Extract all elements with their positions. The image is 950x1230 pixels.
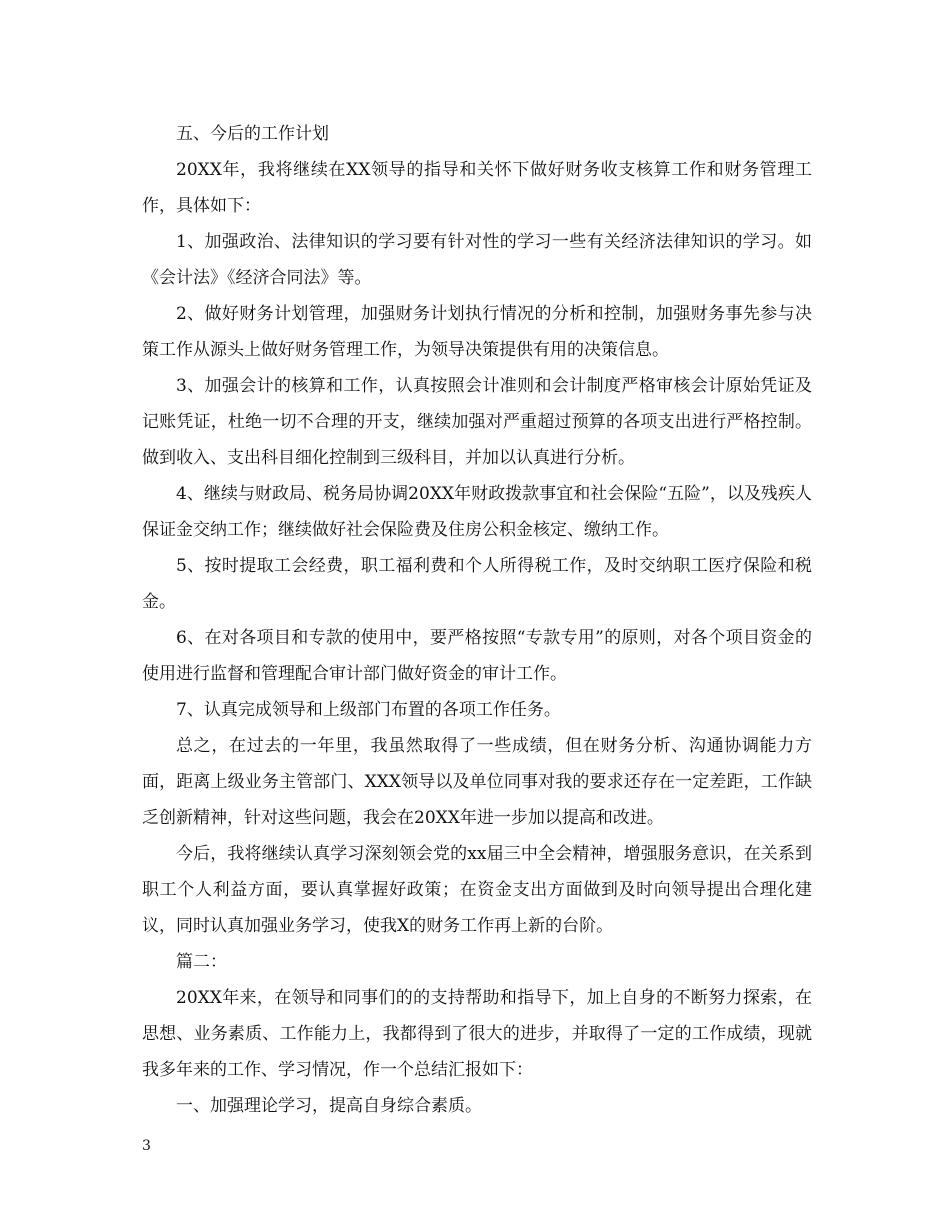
section-heading-theory-study: 一、加强理论学习，提高自身综合素质。 bbox=[176, 1096, 482, 1116]
paragraph-summary: 总之，在过去的一年里，我虽然取得了一些成绩，但在财务分析、沟通协调能力方面，距离上级业务主管部门、XXX领导以及单位同事对我的要求还存在一定差距，工作缺乏创新精神，针对这些问题，我会在20XX年进一步加以提高和改进。 bbox=[142, 736, 812, 828]
document-body bbox=[142, 116, 812, 1124]
section-heading-work-plan: 五、今后的工作计划 bbox=[176, 124, 329, 144]
paragraph-part-two-intro: 20XX年来，在领导和同事们的的支持帮助和指导下，加上自身的不断努力探索，在思想、业务素质、工作能力上，我都得到了很大的进步，并取得了一定的工作成绩，现就我多年来的工作、学习情况，作一个总结汇报如下： bbox=[142, 988, 812, 1080]
list-item-5: 5、按时提取工会经费，职工福利费和个人所得税工作，及时交纳职工医疗保险和税金。 bbox=[142, 556, 812, 612]
list-item-3: 3、加强会计的核算和工作，认真按照会计准则和会计制度严格审核会计原始凭证及记账凭证，杜绝一切不合理的开支，继续加强对严重超过预算的各项支出进行严格控制。做到收入、支出科目细化控制到三级科目，并加以认真进行分析。 bbox=[142, 376, 812, 468]
section-heading-part-two: 篇二： bbox=[176, 952, 227, 972]
list-item-2: 2、做好财务计划管理，加强财务计划执行情况的分析和控制，加强财务事先参与决策工作从源头上做好财务管理工作，为领导决策提供有用的决策信息。 bbox=[142, 304, 812, 360]
paragraph-intro: 20XX年，我将继续在XX领导的指导和关怀下做好财务收支核算工作和财务管理工作，具体如下： bbox=[142, 160, 812, 216]
list-item-1: 1、加强政治、法律知识的学习要有针对性的学习一些有关经济法律知识的学习。如《会计法》《经济合同法》等。 bbox=[142, 232, 812, 288]
list-item-6: 6、在对各项目和专款的使用中，要严格按照“专款专用”的原则，对各个项目资金的使用进行监督和管理配合审计部门做好资金的审计工作。 bbox=[142, 628, 812, 684]
paragraph-future: 今后，我将继续认真学习深刻领会党的xx届三中全会精神，增强服务意识，在关系到职工个人利益方面，要认真掌握好政策；在资金支出方面做到及时向领导提出合理化建议，同时认真加强业务学习，使我X的财务工作再上新的台阶。 bbox=[142, 844, 812, 936]
list-item-7: 7、认真完成领导和上级部门布置的各项工作任务。 bbox=[176, 700, 561, 720]
list-item-4: 4、继续与财政局、税务局协调20XX年财政拨款事宜和社会保险“五险”，以及残疾人保证金交纳工作；继续做好社会保险费及住房公积金核定、缴纳工作。 bbox=[142, 484, 812, 540]
page-number: 3 bbox=[142, 1138, 151, 1154]
